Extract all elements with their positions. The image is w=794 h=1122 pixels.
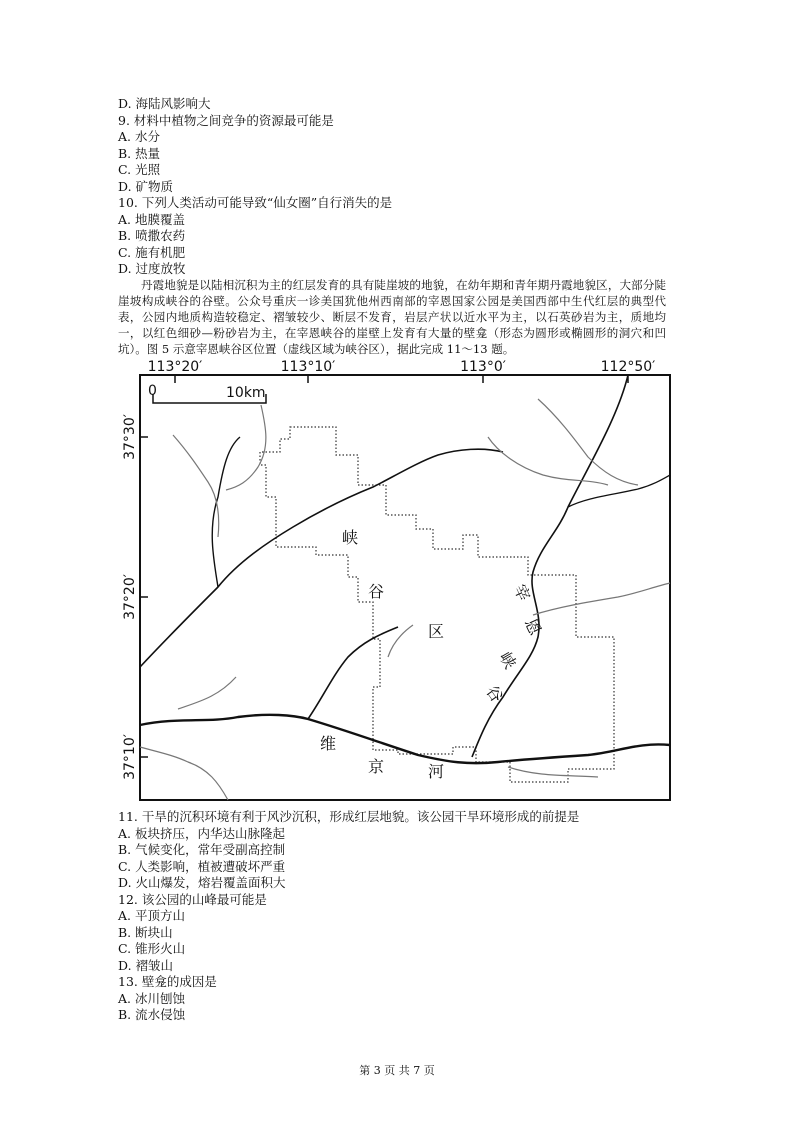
option-line: B. 气候变化，常年受副高控制 (118, 842, 286, 857)
option-line: D. 矿物质 (118, 179, 174, 194)
minor-river (538, 399, 638, 485)
left-tick-label: 37°20′ (122, 574, 138, 620)
left-tick-label: 37°10′ (122, 734, 138, 780)
canyon-map (118, 357, 678, 807)
rivers (140, 375, 670, 763)
north-branch (212, 437, 240, 587)
minor-river (533, 583, 670, 615)
question-stem: 10. 下列人类活动可能导致“仙女圈”自行消失的是 (118, 195, 393, 210)
reading-passage: 丹霞地貌是以陆相沉积为主的红层发育的具有陡崖坡的地貌，在幼年期和青年期丹霞地貌区，大部分陡崖坡构成峡谷的谷壁。公众号重庆一诊美国犹他州西南部的宰恩国家公园是美国西部中生代红层的典型代表，公园内地质构造较稳定、褶皱较少、断层不发育，岩层产状以近水平为主，以石英砂岩为主，质地均一，以红色细砂—粉砂岩为主，在宰恩峡谷的崖壁上发育有大量的壁龛（形态为圆形或椭圆形的洞穴和凹坑）。图 5 示意宰恩峡谷区位置（虚线区域为峡谷区），据此完成 11～13 题。 (118, 278, 666, 356)
question-stem: 13. 壁龛的成因是 (118, 974, 217, 989)
river-label-char: 维 (319, 734, 337, 753)
option-line: B. 流水侵蚀 (118, 1007, 186, 1022)
top-tick-label: 113°20′ (147, 359, 203, 375)
river-label-char: 京 (367, 757, 385, 776)
option-line: A. 冰川刨蚀 (118, 991, 185, 1006)
river-label-char: 河 (427, 762, 445, 781)
option-line: C. 施有机肥 (118, 245, 186, 260)
option-line: D. 褶皱山 (118, 958, 174, 973)
option-line: A. 平顶方山 (118, 908, 185, 923)
option-line: D. 海陆风影响大 (118, 96, 211, 111)
minor-rivers (140, 399, 670, 800)
option-line: B. 断块山 (118, 925, 173, 940)
scale-zero: 0 (148, 383, 157, 399)
option-line: B. 热量 (118, 146, 161, 161)
top-axis (148, 359, 656, 383)
minor-river (173, 435, 219, 537)
option-line: C. 人类影响，植被遭破坏严重 (118, 859, 286, 874)
top-tick-label: 113°0′ (460, 359, 506, 375)
scale-bar (148, 383, 266, 403)
option-line: D. 过度放牧 (118, 261, 186, 276)
question-stem: 11. 干旱的沉积环境有利于风沙沉积，形成红层地貌。该公园干旱环境形成的前提是 (118, 809, 580, 824)
option-line: C. 锥形火山 (118, 941, 186, 956)
virgin-river (140, 715, 670, 763)
minor-river (488, 437, 608, 485)
branch-label-char: 恩 (520, 615, 545, 638)
top-tick-label: 113°10′ (280, 359, 336, 375)
left-tick-label: 37°30′ (122, 414, 138, 460)
branch-label-char: 峡 (495, 648, 520, 672)
option-line: A. 地膜覆盖 (118, 212, 185, 227)
branch-label-char: 谷 (482, 681, 507, 706)
minor-river (140, 747, 228, 800)
option-line: C. 光照 (118, 162, 161, 177)
option-line: A. 水分 (118, 129, 160, 144)
canyon-label-char: 区 (427, 622, 445, 641)
option-line: D. 火山爆发，熔岩覆盖面积大 (118, 875, 286, 890)
canyon-label-char: 峡 (341, 528, 359, 547)
page-footer: 第 3 页 共 7 页 (359, 1064, 435, 1077)
scale-end: 10km (226, 385, 266, 401)
west-river (308, 627, 398, 719)
minor-river (178, 677, 236, 709)
map-frame (140, 375, 670, 800)
question-stem: 9. 材料中植物之间竞争的资源最可能是 (118, 113, 334, 128)
minor-river (508, 767, 598, 777)
northwest-river (140, 449, 503, 667)
option-line: B. 喷撒农药 (118, 228, 186, 243)
top-tick-label: 112°50′ (600, 359, 656, 375)
branch-label-char: 宰 (509, 581, 534, 604)
canyon-boundary (260, 427, 614, 782)
question-stem: 12. 该公园的山峰最可能是 (118, 892, 267, 907)
canyon-label-char: 谷 (367, 582, 385, 601)
option-line: A. 板块挤压，内华达山脉隆起 (118, 826, 285, 841)
